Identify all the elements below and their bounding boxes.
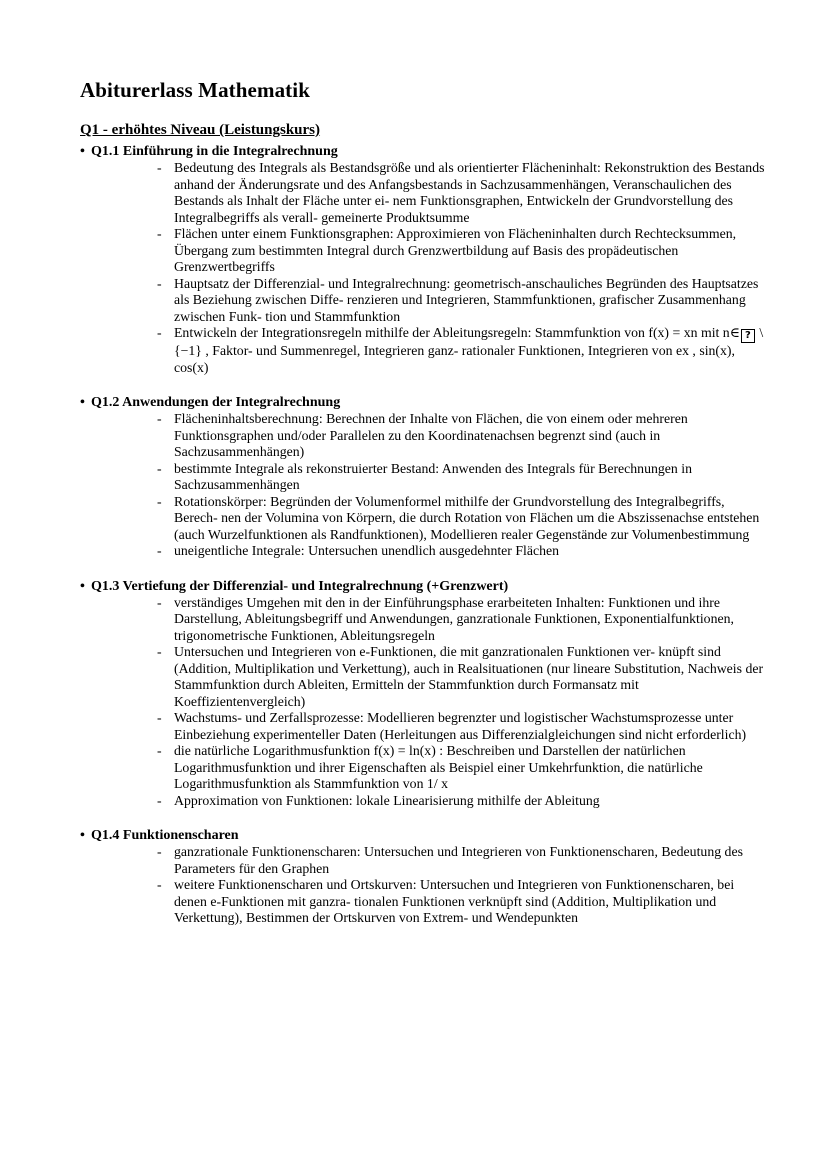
section-q1-2 <box>80 394 768 560</box>
bullet-icon: • <box>80 828 85 843</box>
section-heading: • Q1.2 Anwendungen der Integralrechnung <box>80 395 341 410</box>
section-q1-3 <box>80 578 768 810</box>
list-item: - verständiges Umgehen mit den in der Einführungsphase erarbeiteten Inhalten: Funktionen und ihre Darstellung, Ableitungsbegriff und Anwendungen, ganzrationale Funktionen, Exponentialfunktionen, trigonometrische Funktionen, Ableitungsregeln <box>157 594 734 643</box>
bullet-icon: • <box>80 578 85 594</box>
dash-icon: - <box>157 543 162 558</box>
topic-list <box>80 160 768 376</box>
section-q1-4 <box>80 827 768 927</box>
dash-icon: - <box>157 743 162 758</box>
list-item: - bestimmte Integrale als rekonstruierter Bestand: Anwenden des Integrals für Berechnungen in Sachzusammenhängen <box>157 460 692 492</box>
dash-icon: - <box>157 160 162 175</box>
section-heading: • Q1.4 Funktionenscharen <box>80 828 239 843</box>
dash-icon: - <box>157 460 162 476</box>
section-heading: • Q1.3 Vertiefung der Differenzial- und Integralrechnung (+Grenzwert) <box>80 578 509 594</box>
list-item: - Bedeutung des Integrals als Bestandsgröße und als orientierter Flächeninhalt: Rekonstruktion des Bestands anhand der Änderungsrate und des Anfangsbestands in Sachzusammenhängen, Veranschaulichen des Bestands als Inhalt der Fläche unter ei- nem Funktionsgraphen, Entwickeln der Grundvorstellung des Integralbegriffs als verall- gemeinerte Produktsumme <box>157 160 765 225</box>
list-item: - Approximation von Funktionen: lokale Linearisierung mithilfe der Ableitung <box>157 792 600 808</box>
list-item: - die natürliche Logarithmusfunktion f(x) = ln(x) : Beschreiben und Darstellen der natürlichen Logarithmusfunktion und ihrer Eigenschaften als Beispiel einer Umkehrfunktion, die natürliche Logarithmusfunktion als Stammfunktion von 1/ x <box>157 743 703 791</box>
dash-icon: - <box>157 594 162 610</box>
list-item: - Flächeninhaltsberechnung: Berechnen der Inhalte von Flächen, die von einem oder mehreren Funktionsgraphen und/oder Parallelen zu den Koordinatenachsen begrenzt sind (auch in Sachzusammenhängen) <box>157 411 688 459</box>
section-heading: • Q1.1 Einführung in die Integralrechnung <box>80 144 338 159</box>
bullet-icon: • <box>80 395 85 410</box>
list-item: - uneigentliche Integrale: Untersuchen unendlich ausgedehnter Flächen <box>157 543 560 558</box>
dash-icon: - <box>157 325 162 340</box>
topic-list <box>80 844 768 927</box>
dash-icon: - <box>157 644 162 659</box>
dash-icon: - <box>157 792 162 808</box>
dash-icon: - <box>157 275 162 291</box>
list-item: - Flächen unter einem Funktionsgraphen: Approximieren von Flächeninhalten durch Rechtecksummen, Übergang zum bestimmten Integral durch Grenzwertbildung auf Basis des propädeutischen Grenzwertbegriffs <box>157 226 737 274</box>
list-item: - Rotationskörper: Begründen der Volumenformel mithilfe der Grundvorstellung des Integralbegriffs, Berech- nen der Volumina von Körpern, die durch Rotation von Flächen um die Abszissenachse entstehen (auch Wurzelfunktionen als Randfunktionen), Modellieren realer Gegenstände zur Volumenbestimmung <box>157 493 760 542</box>
section-q1-1 <box>80 143 768 376</box>
dash-icon: - <box>157 411 162 426</box>
dash-icon: - <box>157 877 162 892</box>
dash-icon: - <box>157 710 162 725</box>
dash-icon: - <box>157 844 162 859</box>
list-item: - Entwickeln der Integrationsregeln mithilfe der Ableitungsregeln: Stammfunktion von f(x) = xn mit n∈ ? \ {−1} , Faktor- und Summenregel, Integrieren ganz- rationaler Funktionen, Integrieren von ex , sin(x), cos(x) <box>157 325 764 375</box>
level-heading: Q1 - erhöhtes Niveau (Leistungskurs) <box>80 122 321 138</box>
list-item: - ganzrationale Funktionenscharen: Untersuchen und Integrieren von Funktionenscharen, Bedeutung des Parameters für den Graphen <box>157 844 743 876</box>
missing-symbol-icon: ? <box>741 329 755 343</box>
topic-list <box>80 411 768 560</box>
list-item: - Wachstums- und Zerfallsprozesse: Modellieren begrenzter und logistischer Wachstumsprozesse unter Einbeziehung experimenteller Daten (Herleitungen aus Differenzialgleichungen sind nicht erforderlich) <box>157 710 747 742</box>
dash-icon: - <box>157 493 162 509</box>
topic-list <box>80 595 768 810</box>
list-item: - Untersuchen und Integrieren von e-Funktionen, die mit ganzrationalen Funktionen ver- knüpft sind (Addition, Multiplikation und Verkettung), auch in Realsituationen (nur lineare Substitution, Nachweis der Stammfunktion durch Ableiten, Ermitteln der Stammfunktion durch Formansatz mit Koeffizientenvergleich) <box>157 644 764 709</box>
bullet-icon: • <box>80 144 85 159</box>
list-item: - Hauptsatz der Differenzial- und Integralrechnung: geometrisch-anschauliches Begründen des Hauptsatzes als Beziehung zwischen Diffe- renzieren und Integrieren, Stammfunktionen, grafischer Zusammenhang zwischen Funk- tion und Stammfunktion <box>157 275 759 324</box>
page-title: Abiturerlass Mathematik <box>80 78 310 102</box>
list-item: - weitere Funktionenscharen und Ortskurven: Untersuchen und Integrieren von Funktionenscharen, bei denen e-Funktionen mit ganzra- tionalen Funktionen verknüpft sind (Addition, Multiplikation und Verkettung), Bestimmen der Ortskurven von Extrem- und Wendepunkten <box>157 877 735 925</box>
dash-icon: - <box>157 226 162 241</box>
